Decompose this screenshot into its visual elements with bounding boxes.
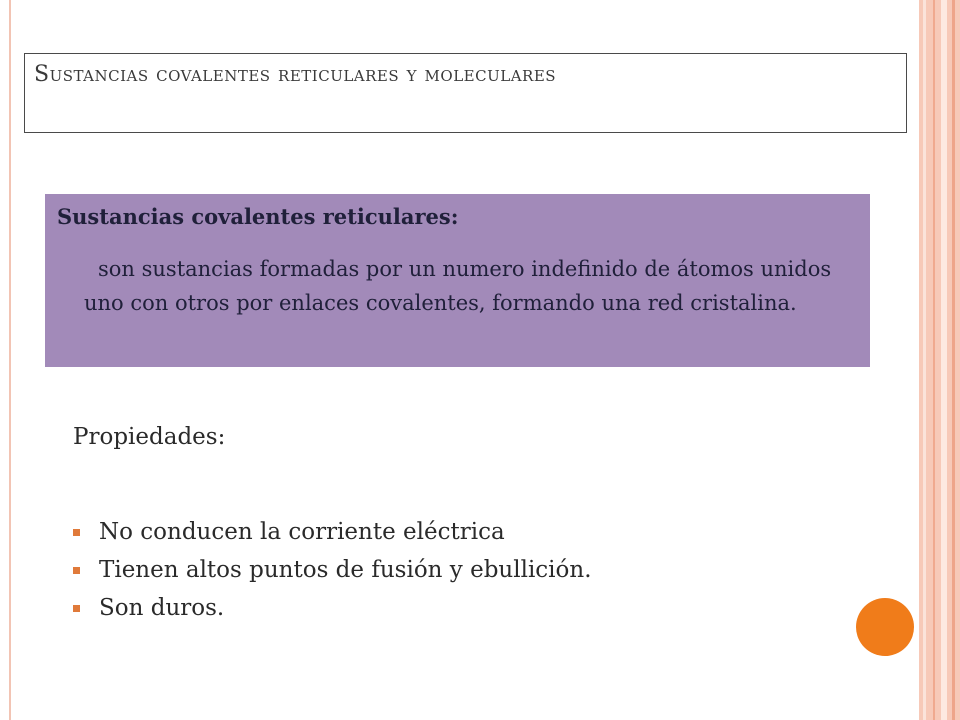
properties-label: Propiedades: xyxy=(73,424,226,450)
title-box xyxy=(24,53,907,133)
decorative-stripes xyxy=(919,0,960,720)
list-item xyxy=(68,513,592,551)
list-item xyxy=(68,589,592,627)
square-bullet-icon xyxy=(73,529,80,536)
slide-title: Sustancias covalentes reticulares y moleculares xyxy=(34,62,557,87)
square-bullet-icon xyxy=(73,567,80,574)
definition-body: son sustancias formadas por un numero indefinido de átomos unidos uno con otros por enlaces covalentes, formando una red cristalina. xyxy=(84,257,832,315)
square-bullet-icon xyxy=(73,605,80,612)
definition-box xyxy=(45,194,870,367)
decorative-circle xyxy=(856,598,914,656)
list-item xyxy=(68,551,592,589)
property-text: No conducen la corriente eléctrica xyxy=(99,519,505,545)
definition-heading: Sustancias covalentes reticulares: xyxy=(57,204,459,229)
property-text: Son duros. xyxy=(99,595,225,621)
left-border-line xyxy=(9,0,11,720)
property-text: Tienen altos puntos de fusión y ebullición. xyxy=(99,557,592,583)
properties-list xyxy=(68,513,592,627)
